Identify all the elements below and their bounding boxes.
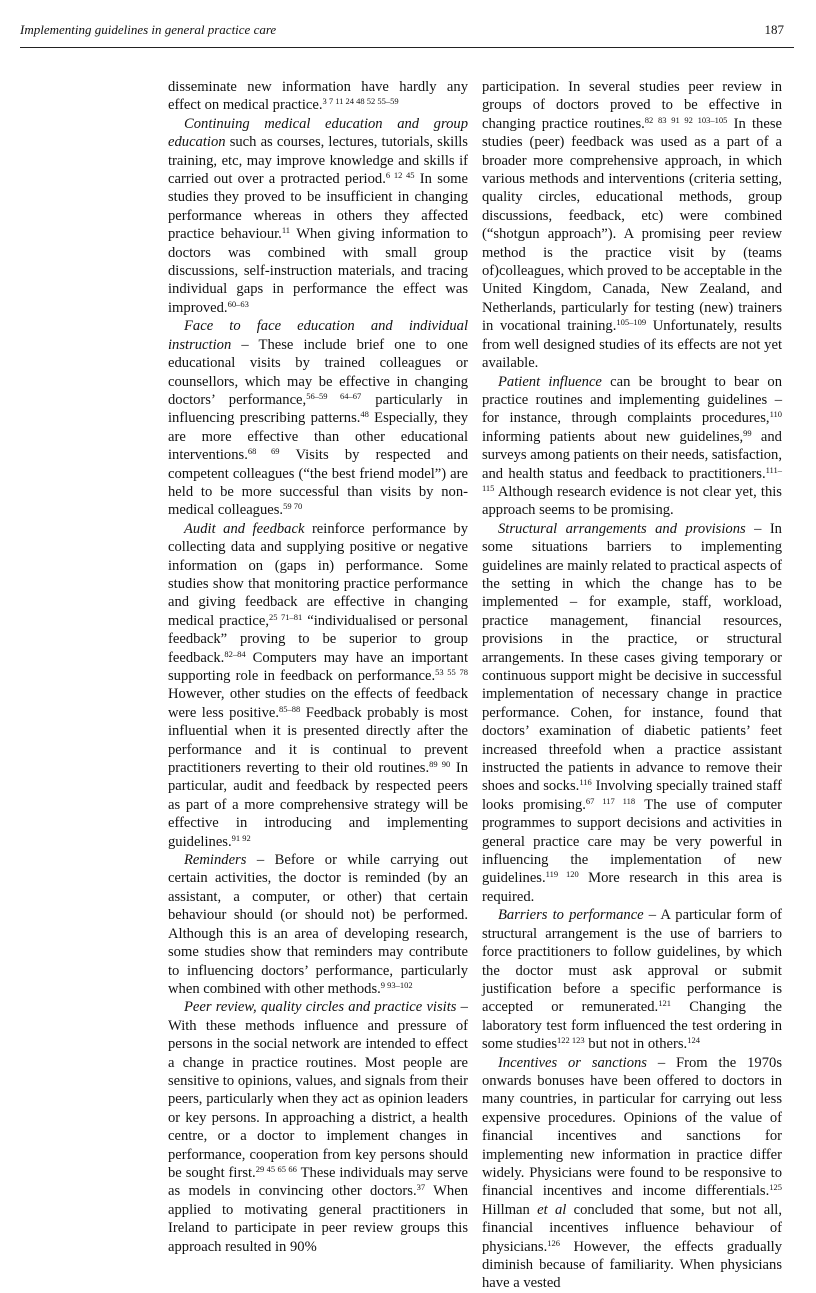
- citation: 29 45 65 66: [255, 1163, 297, 1174]
- citation: 60–63: [227, 298, 249, 309]
- citation: 6 12 45: [385, 170, 415, 181]
- citation: 121: [658, 998, 671, 1009]
- right-column: [482, 78, 782, 1293]
- paragraph-audit-feedback: Audit and feedback reinforce performance by collecting data and supplying positive or negative information on (gaps in) performance. Some studies show that monitoring practice performance and giving feedback are effective in changing medical practice,$^{25 71-81}$ “individualised or personal feedback” proving to be superior to group feedback.$^{82-84}$ Computers may have an important supporting role in feedback on performance.$^{53 55 78}$ However, other studies on the effects of feedback were less positive.$^{85-88}$ Feedback probably is most influential when it is presented directly after the performance and it is continual to prevent practitioners reverting to their old routines.$^{89 90}$ In particular, audit and feedback by respected peers as part of a more comprehensive strategy will be effective in introducing and implementing guidelines.$^{91 92}$: [168, 520, 469, 850]
- citation: 110: [769, 409, 782, 420]
- citation: 116: [579, 777, 592, 788]
- citation: 11: [281, 225, 291, 236]
- left-column: [168, 78, 468, 1256]
- paragraph-face-to-face: Face to face education and individual instruction – These include brief one to one educational visits by trained colleagues or counsellors, which may be effective in changing doctors’ performance,$^{56-59 64-67}$ particularly in influencing prescribing patterns.$^{48}$ Especially, they are more effective than other educational interventions.$^{68 69}$ Visits by respected and competent colleagues (“the best friend model”) are held to be more successful than visits by non-medical colleagues.$^{59 70}$: [168, 318, 468, 519]
- paragraph: disseminate new information have hardly any effect on medical practice.$^{3 7 11 24 48 52 55-59}$: [168, 79, 468, 114]
- paragraph-structural-arrangements: Structural arrangements and provisions – In some situations barriers to implementing guidelines are mainly related to practical aspects of the setting in which the change has to be implemented – for example, staff, workload, practice management, financial resources, provisions in the practice, or structural arrangements. In these cases giving temporary or continuous support might be decisive in successful implementation of necessary change in practice performance. Cohen, for instance, found that doctors’ examination of diabetic patients’ feet increased threefold when a practice assistant instructed the patients in advance to remove their shoes and socks.$^{116}$ Involving specially trained staff looks promising.$^{67 117 118}$ The use of computer programmes to support decisions and activities in general practice care may be very powerful in influencing the implementation of new guidelines.$^{119 120}$ More research in this area is required.: [482, 520, 783, 905]
- citation: 67 117 118: [585, 795, 636, 806]
- paragraph-heading: Barriers to performance: [498, 907, 644, 924]
- citation: 125: [769, 1182, 782, 1193]
- citation: 37: [416, 1182, 426, 1193]
- citation: 85–88: [279, 703, 301, 714]
- paragraph-heading: Audit and feedback: [184, 520, 305, 537]
- citation: 119 120: [545, 869, 579, 880]
- paragraph-incentives: Incentives or sanctions – From the 1970s onwards bonuses have been offered to doctors in many countries, in particular for carrying out less expensive procedures. Opinions of the value of financial incentives and sanctions for implementing new information in practice differ widely. Physicians were found to be responsive to financial incentives and income differentials.$^{125}$ Hillman et al concluded that some, but not all, financial incentives influence behaviour of physicians.$^{126}$ However, the effects gradually diminish because of familiarity. When physicians have a vested: [482, 1054, 782, 1292]
- citation: 53 55 78: [435, 667, 468, 677]
- citation: 111–115: [482, 464, 782, 493]
- paragraph-patient-influence: Patient influence can be brought to bear on practice routines and implementing guidelines – for instance, through complaints procedures,$^{110}$ informing patients about new guidelines,$^{99}$ and surveys among patients on their needs, satisfaction, and health status and feedback to practitioners.$^{111-115}$ Although research evidence is not clear yet, this approach seems to be promising.: [482, 373, 782, 519]
- citation: 105–109: [616, 317, 647, 328]
- citation: 126: [547, 1237, 561, 1248]
- paragraph-heading: Reminders: [184, 852, 247, 869]
- citation: 25 71–81: [269, 611, 303, 622]
- paragraph-barriers: Barriers to performance – A particular form of structural arrangement is the use of barriers to force practitioners to follow guidelines, by which the doctor must ask approval or submit justification before a specific performance is accepted or remunerated.$^{121}$ Changing the laboratory test form influenced the test ordering in some studies$^{122 123}$ but not in others.$^{124}$: [482, 907, 782, 1053]
- paragraph-continuing-education: Continuing medical education and group education such as courses, lectures, tutorials, skills training, etc, may improve knowledge and skills if carried out over a protracted period.$^{6 12 45}$ In some studies they proved to be insufficient in changing performance whereas in others they affected practice behaviour.$^{11}$ When giving information to doctors was combined with small group discussions, self-instruction materials, and tracing individual gaps in performance the effect was improved.$^{60-63}$: [168, 115, 468, 316]
- citation: 99: [743, 427, 752, 438]
- citation: 82–84: [224, 648, 246, 659]
- citation: 3 7 11 24 48 52 55–59: [322, 96, 399, 107]
- citation: 89 90: [429, 759, 451, 770]
- paragraph-heading: Face to face education and individual instruction: [168, 318, 468, 353]
- paragraph-heading: Structural arrangements and provisions: [498, 520, 746, 537]
- citation: 48: [360, 409, 369, 420]
- citation: 68 69: [247, 446, 280, 457]
- paragraph: participation. In several studies peer review in groups of doctors proved to be effective in changing practice routines.$^{82 83 91 92 103-105}$ In these studies (peer) feedback was used as a part of a broader more comprehensive approach, in which various methods and interventions (criteria setting, quality circles, educational methods, group discussions, feedback, etc) were combined (“shotgun approach”). A promising peer review method is the practice visit by (teams of)colleagues, which proved to be acceptable in the United Kingdom, Canada, New Zealand, and Netherlands, particularly for testing (new) trainers in vocational training.$^{105-109}$ Unfortunately, results from well designed studies of its effects are not yet available.: [482, 79, 782, 372]
- citation: 59 70: [283, 501, 303, 512]
- page-header: [20, 22, 794, 48]
- paragraph-reminders: Reminders – Before or while carrying out certain activities, the doctor is reminded (by an assistant, a computer, or other) that certain behaviour should (or should not) be performed. Although this is an area of developing research, some studies show that reminders may contribute to influencing doctors’ performance, particularly when combined with other methods.$^{9 93-102}$: [168, 852, 468, 997]
- citation: 124: [687, 1035, 700, 1046]
- citation: 91 92: [231, 832, 251, 843]
- paragraph-peer-review: Peer review, quality circles and practice visits – With these methods influence and pressure of persons in the social network are intended to effect a change in practice routines. Most people are sensitive to opinions, values, and signals from their peers, particularly when they act as opinion leaders or key persons. In approaching a district, a health centre, or a doctor to implement changes in performance, cooperation from key persons should be sought first.$^{29 45 65 66}$ These individuals may serve as models in convincing other doctors.$^{37}$ When applied to motivating general practitioners in Ireland to participate in peer review groups this approach resulted in 90%: [168, 999, 469, 1255]
- citation: 82 83 91 92 103–105: [644, 114, 728, 125]
- paragraph-heading: Incentives or sanctions: [498, 1054, 647, 1071]
- citation: 56–59 64–67: [306, 390, 362, 401]
- page-number: 187: [764, 22, 784, 37]
- paragraph-heading: Patient influence: [498, 373, 602, 390]
- paragraph-heading: Continuing medical education and group education: [168, 115, 468, 151]
- paragraph-heading: Peer review, quality circles and practice visits: [184, 999, 457, 1016]
- citation: 9 93–102: [380, 979, 413, 990]
- running-title: Implementing guidelines in general practice care: [20, 22, 277, 37]
- citation: 122 123: [557, 1035, 585, 1046]
